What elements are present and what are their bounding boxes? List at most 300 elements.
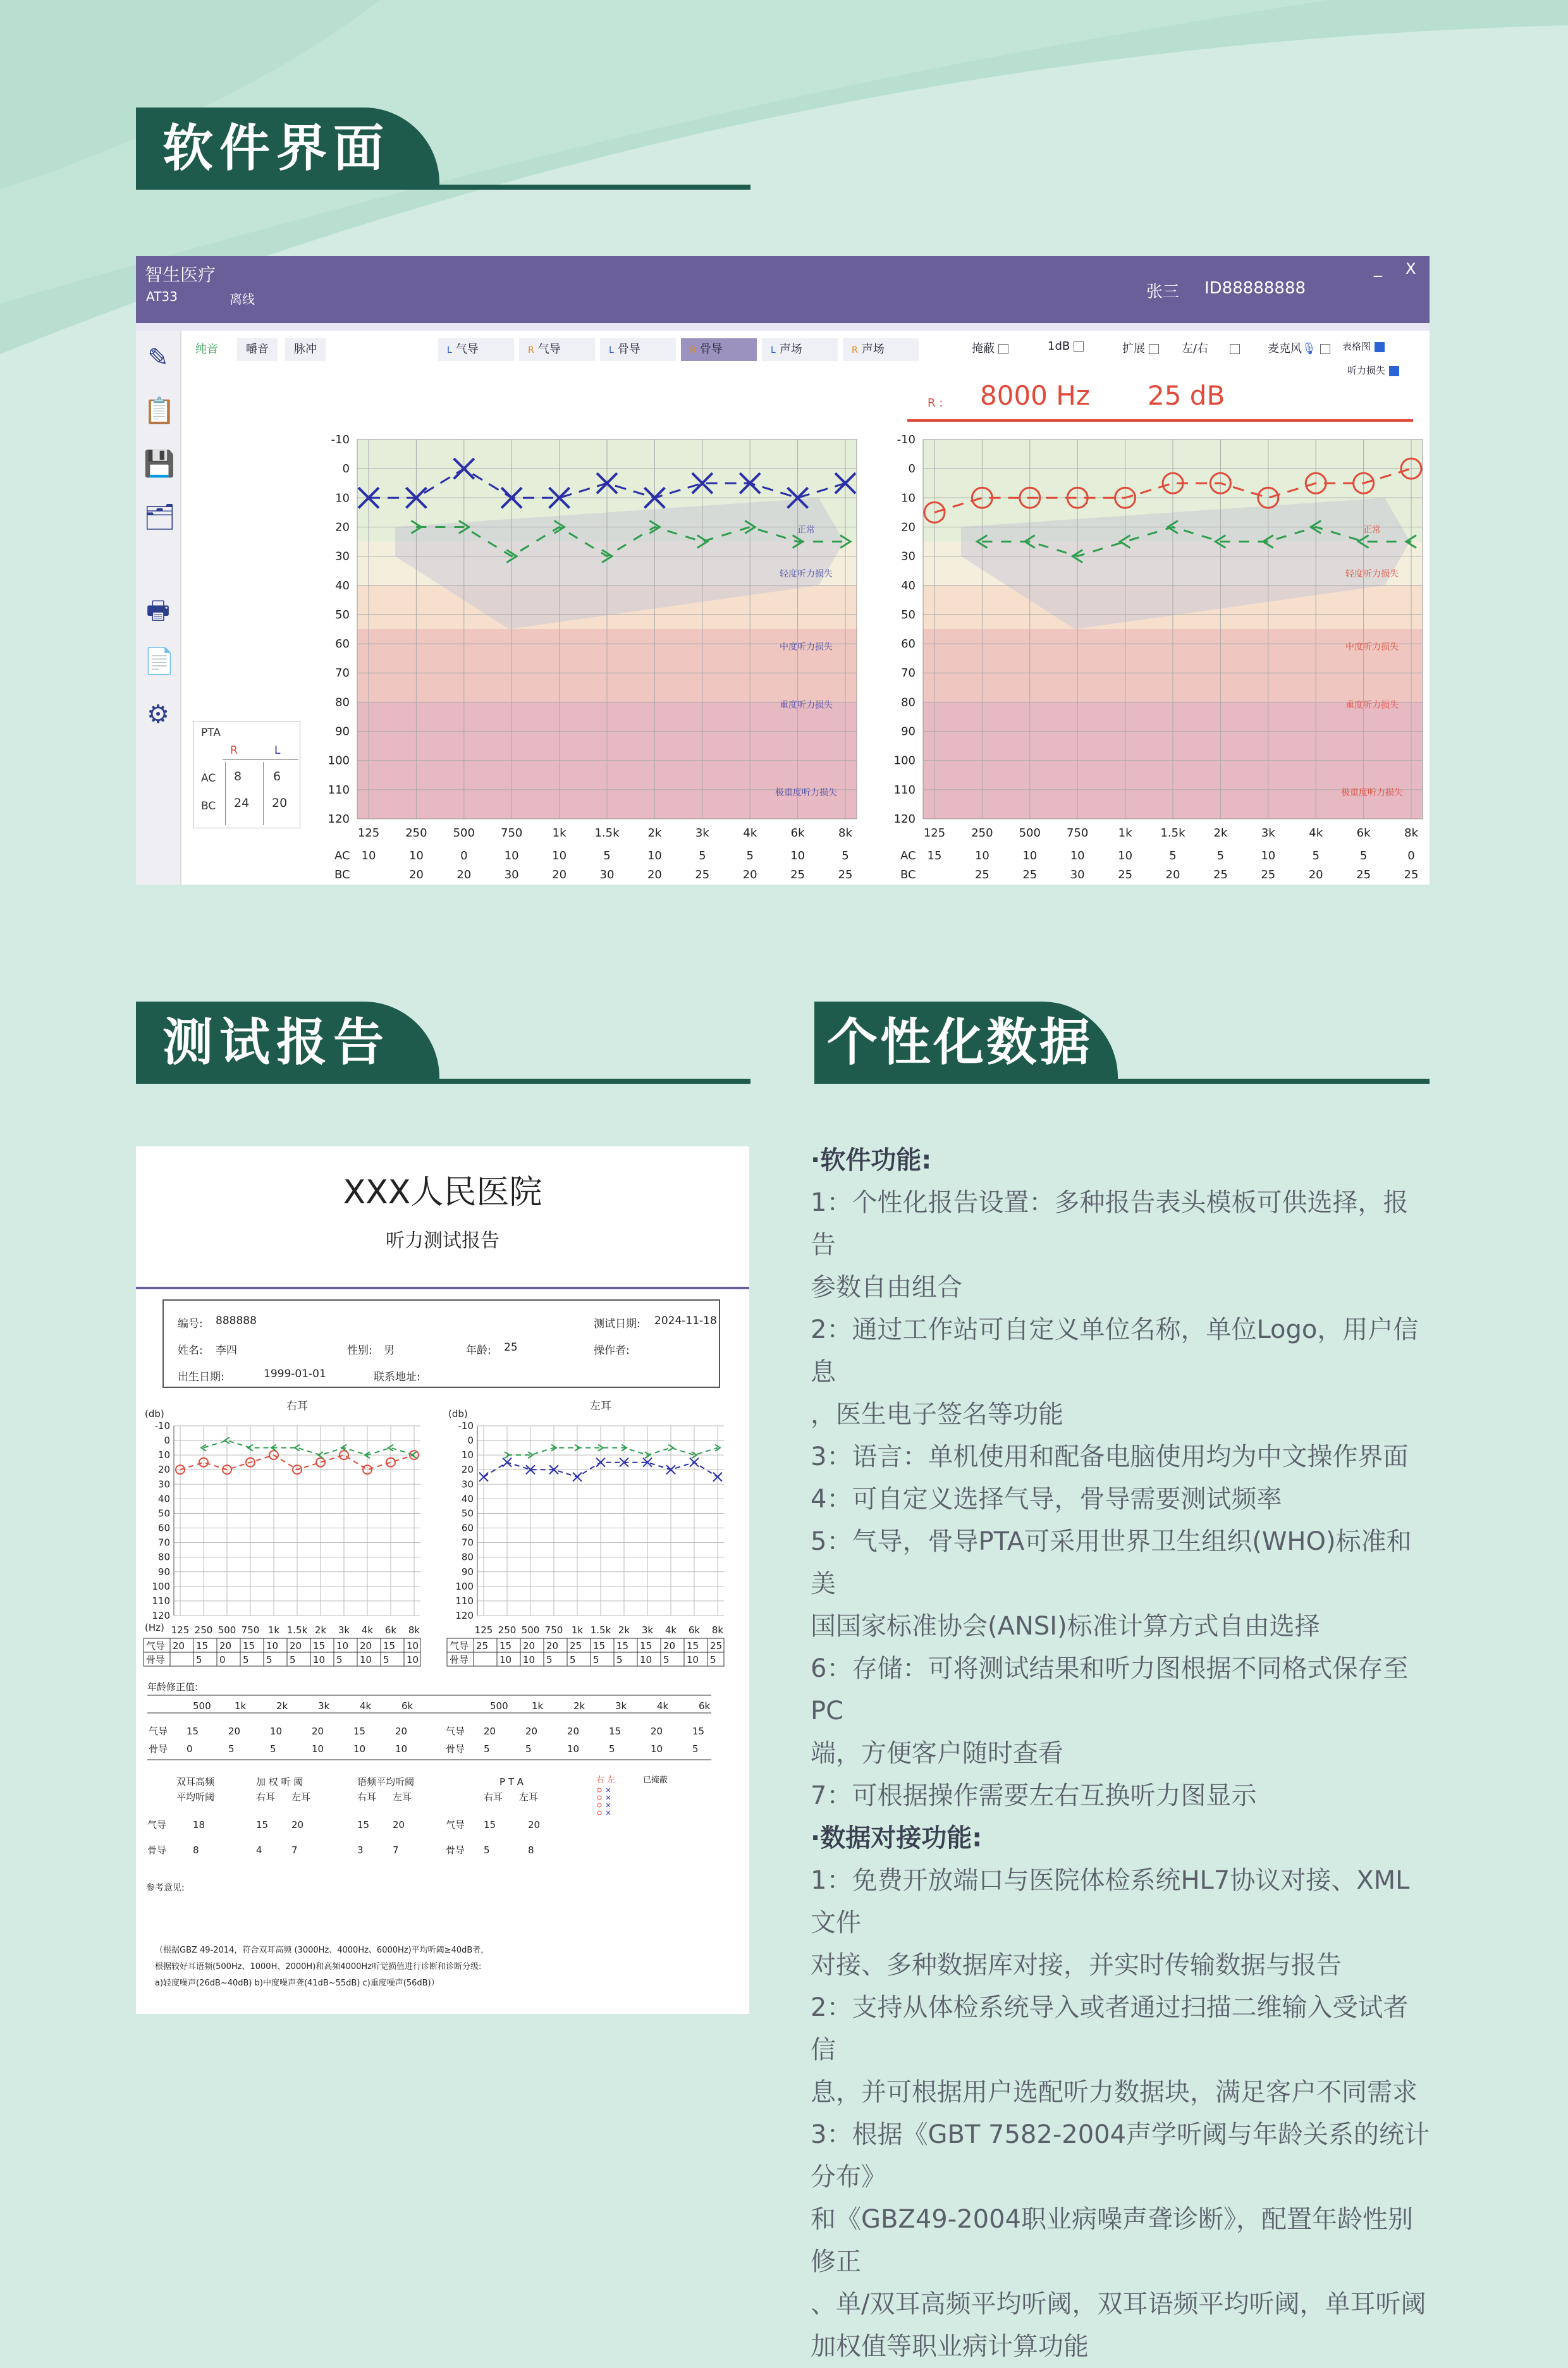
db-tick: 100 [893, 754, 916, 768]
summary-header: P T A [499, 1776, 524, 1788]
freq-tick: 8k [711, 1624, 724, 1636]
ac-value: 10 [1261, 849, 1276, 862]
ac-label: 气导 [446, 1819, 465, 1831]
report-icon[interactable]: 📄 [144, 647, 175, 676]
zone-label: 重度听力损失 [780, 700, 833, 711]
freq-tick: 250 [498, 1624, 517, 1636]
db-tick: 60 [461, 1522, 474, 1534]
bc-label: 骨导 [450, 1654, 469, 1666]
freq-tick: 3k [338, 1624, 350, 1636]
notes-line-2: 根据较好耳语频(500Hz、1000H、2000H)和高频4000Hz听觉损值进行诊断和诊断分级: [155, 1962, 482, 1972]
db-tick: 40 [901, 579, 916, 592]
bc-value: 25 [838, 868, 853, 881]
ac-value: 5 [746, 849, 754, 862]
bc-value: 5 [616, 1654, 623, 1666]
db-tick: 30 [461, 1478, 474, 1490]
db-tick: -10 [897, 433, 916, 446]
ac-value: 20 [290, 1640, 302, 1652]
app-title: 智生医疗 [145, 264, 216, 285]
ac-value: 10 [407, 1640, 419, 1652]
channel-label: 声场 [779, 343, 802, 356]
freq-tick: 500 [217, 1624, 236, 1636]
freq-tick: 125 [171, 1624, 190, 1636]
zone-label: 轻度听力损失 [780, 568, 833, 579]
db-tick: 30 [901, 549, 916, 563]
pta-bc-left: 20 [272, 796, 288, 810]
bc-value: 20 [408, 868, 424, 881]
lr-label: 左/右 [1182, 342, 1209, 355]
pta-r-header: R [230, 744, 238, 757]
db-tick: 100 [455, 1580, 474, 1592]
db-tick: 80 [901, 696, 916, 709]
feature-2b: ，医生电子签名等功能 [811, 1400, 1063, 1429]
bc-value: 10 [640, 1654, 652, 1666]
age-bc-value: 5 [484, 1743, 490, 1755]
ac-value: 20 [219, 1640, 232, 1652]
notes-label: 参考意见: [146, 1883, 185, 1893]
age-freq: 6k [699, 1700, 711, 1712]
summary-ac: 18 [193, 1819, 205, 1831]
bc-value: 20 [647, 868, 662, 881]
bc-label: 骨导 [446, 1844, 465, 1856]
summary-right: 右耳 [357, 1791, 377, 1803]
ac-value: 10 [1070, 849, 1085, 862]
bc-value: 25 [790, 868, 805, 881]
db-tick: 0 [164, 1435, 170, 1447]
pta-title: PTA [201, 727, 221, 739]
clipboard-icon[interactable]: 📋 [144, 396, 175, 426]
channel-ear-badge: L [609, 345, 614, 355]
section-title-report: 测试报告 [136, 1002, 439, 1084]
ac-label: 气导 [149, 1726, 168, 1737]
section-title-custom: 个性化数据 [814, 1002, 1118, 1084]
device-name: AT33 [146, 289, 178, 304]
db-tick: 60 [157, 1522, 170, 1534]
summary [147, 1775, 668, 1856]
bc-value: 20 [1165, 868, 1180, 881]
audiometer-window [136, 256, 1430, 885]
db-tick: 70 [157, 1537, 170, 1549]
db-tick: 0 [467, 1435, 474, 1447]
bc-value: 5 [710, 1654, 716, 1666]
age-freq: 2k [276, 1700, 288, 1712]
freq-tick: 1.5k [594, 826, 620, 840]
db-tick: 110 [328, 783, 350, 797]
delete-folder-icon[interactable]: 🗂 [144, 503, 176, 532]
bc-value: 25 [1118, 868, 1133, 881]
notes-line-3: a)轻度噪声(26dB~40dB) b)中度噪声聋(41dB~55dB) c)重度噪声(56dB)） [155, 1978, 439, 1988]
hospital-name: XXX人民医院 [343, 1174, 542, 1212]
age-ac-value: 20 [651, 1726, 663, 1737]
age-ac-value: 15 [609, 1726, 622, 1737]
chart-title: 左耳 [590, 1400, 611, 1413]
patient-id: ID88888888 [1204, 279, 1306, 298]
db-unit: (db) [145, 1408, 164, 1420]
summary-ac: 20 [393, 1819, 405, 1831]
readout-level: 25 dB [1148, 380, 1225, 411]
freq-tick: 1.5k [1160, 826, 1185, 840]
bc-value: 30 [599, 868, 615, 881]
freq-tick: 2k [618, 1624, 630, 1636]
freq-tick: 8k [838, 826, 852, 840]
age-bc-value: 10 [353, 1743, 366, 1755]
bc-value: 10 [407, 1654, 419, 1666]
freq-tick: 8k [1404, 826, 1418, 840]
ac-value: 25 [476, 1640, 489, 1652]
age-freq: 2k [573, 1700, 585, 1712]
name-label: 姓名: [178, 1344, 203, 1357]
summary-left: 左耳 [519, 1791, 539, 1803]
report-chart-left [447, 1400, 724, 1666]
ac-value: 10 [647, 849, 662, 862]
channel-label: 气导 [537, 343, 561, 356]
sex-label: 性别: [347, 1344, 372, 1357]
ac-label: 气导 [147, 1819, 167, 1831]
close-button[interactable]: X [1406, 260, 1416, 278]
channel-label: 气导 [455, 343, 479, 356]
bc-value: 5 [570, 1654, 576, 1666]
bc-line [204, 1440, 414, 1455]
freq-tick: 3k [641, 1624, 654, 1636]
summary-bc: 3 [357, 1844, 364, 1856]
legend-mask: 已掩蔽 [643, 1776, 668, 1785]
legend-symbol [606, 1811, 610, 1815]
edit-icon[interactable]: ✎ [147, 343, 169, 372]
freq-tick: 6k [688, 1624, 701, 1636]
ac-value: 5 [603, 849, 611, 862]
pta-ac-right: 8 [234, 770, 242, 783]
tab-label: 嚼音 [246, 343, 269, 356]
summary-bc: 8 [528, 1844, 534, 1856]
ac-row-label: AC [334, 849, 350, 862]
bc-value: 5 [663, 1654, 670, 1666]
db-tick: -10 [331, 433, 350, 446]
bc-line [507, 1448, 718, 1456]
age-title: 年龄修正值: [147, 1681, 199, 1693]
ac-value: 25 [570, 1640, 582, 1652]
ac-value: 15 [616, 1640, 629, 1652]
age-freq: 1k [235, 1700, 247, 1712]
legend-symbol [597, 1811, 601, 1815]
freq-tick: 500 [453, 826, 475, 840]
summary-left: 左耳 [291, 1791, 311, 1803]
legend-symbol [597, 1803, 601, 1807]
db-tick: 10 [901, 491, 916, 505]
bc-value: 25 [695, 868, 710, 881]
ac-value: 10 [408, 849, 424, 862]
data-feature-3c: 、单/双耳高频平均听阈，双耳语频平均听阈，单耳听阈 [811, 2290, 1426, 2319]
pta-l-header: L [274, 744, 281, 757]
freq-tick: 6k [790, 826, 805, 840]
channel-ear-badge: L [771, 345, 776, 355]
db-tick: 20 [461, 1464, 474, 1476]
db-tick: 120 [328, 813, 350, 826]
freq-tick: 4k [361, 1624, 374, 1636]
bc-value: 20 [742, 868, 757, 881]
age-bc-value: 5 [692, 1743, 699, 1755]
freq-tick: 250 [405, 826, 427, 840]
age-value: 25 [504, 1341, 518, 1354]
summary-ac: 20 [528, 1819, 541, 1831]
zone-label: 重度听力损失 [1345, 700, 1399, 711]
ac-value: 15 [640, 1640, 652, 1652]
ac-value: 10 [336, 1640, 349, 1652]
zone-label: 轻度听力损失 [1345, 568, 1399, 579]
feature-6: 6：存储：可将测试结果和听力图根据不同格式保存至PC [811, 1654, 1409, 1726]
age-freq: 1k [532, 1700, 544, 1712]
db-tick: 110 [893, 783, 916, 797]
ac-value: 10 [266, 1640, 279, 1652]
age-correction [147, 1681, 711, 1760]
db-tick: 80 [157, 1551, 170, 1563]
age-ac-value: 10 [270, 1726, 283, 1737]
ac-value: 15 [243, 1640, 255, 1652]
age-ac-value: 20 [525, 1726, 538, 1737]
summary-right: 右耳 [484, 1791, 503, 1803]
db-tick: 50 [157, 1507, 170, 1519]
freq-tick: 4k [743, 826, 757, 840]
ac-value: 5 [1359, 849, 1368, 862]
pta-bc-label: BC [201, 800, 216, 813]
summary-bc: 7 [393, 1844, 399, 1856]
freq-tick: 1k [267, 1624, 280, 1636]
loss-label: 听力损失 [1347, 365, 1386, 376]
db-tick: -10 [154, 1420, 170, 1432]
bc-value: 5 [243, 1654, 249, 1666]
settings-icon[interactable]: ⚙ [147, 700, 169, 729]
software-features-heading: ·软件功能: [811, 1146, 932, 1175]
freq-tick: 1.5k [286, 1624, 308, 1636]
address-label: 联系地址: [374, 1371, 420, 1383]
db-tick: 0 [908, 462, 916, 476]
db-tick: 80 [335, 696, 350, 709]
db-tick: 110 [152, 1595, 170, 1607]
freq-tick: 2k [1213, 826, 1228, 840]
bc-value: 10 [687, 1654, 699, 1666]
legend-symbol [597, 1788, 601, 1792]
bc-value: 5 [290, 1654, 296, 1666]
freq-tick: 500 [1019, 826, 1041, 840]
freq-tick: 3k [1261, 826, 1275, 840]
zone-label: 极重度听力损失 [775, 788, 837, 799]
age-ac-value: 20 [484, 1726, 496, 1737]
db-tick: 80 [461, 1551, 474, 1563]
tab-label: 脉冲 [294, 343, 317, 356]
feature-1b: 参数自由组合 [811, 1273, 962, 1302]
bc-value: 5 [336, 1654, 343, 1666]
db-tick: 120 [455, 1610, 474, 1621]
ac-value: 10 [1118, 849, 1133, 862]
minimize-button[interactable]: _ [1374, 259, 1382, 278]
ac-label: 气导 [146, 1640, 166, 1652]
summary-header: 加 权 听 阈 [256, 1776, 303, 1788]
data-feature-2: 2：支持从体检系统导入或者通过扫描二维输入受试者信 [811, 1993, 1409, 2064]
step-label: 1dB [1048, 340, 1070, 353]
freq-tick: 3k [695, 826, 709, 840]
summary-header: 双耳高频 [176, 1776, 215, 1788]
bc-value: 5 [546, 1654, 553, 1666]
age-ac-value: 15 [692, 1726, 705, 1737]
ac-value: 15 [593, 1640, 606, 1652]
bc-value: 25 [1404, 868, 1419, 881]
save-icon[interactable]: 💾 [144, 450, 175, 479]
bc-value: 20 [552, 868, 567, 881]
channel-label: 骨导 [699, 343, 723, 356]
db-tick: 10 [335, 491, 350, 505]
legend-symbol [606, 1796, 610, 1800]
mic-label: 麦克风 [1268, 342, 1302, 355]
birth-label: 出生日期: [178, 1371, 224, 1383]
freq-tick: 1.5k [590, 1624, 611, 1636]
age-bc-value: 10 [395, 1743, 408, 1755]
ac-value: 20 [546, 1640, 559, 1652]
ac-value: 5 [1312, 849, 1320, 862]
age-ac-value: 20 [312, 1726, 324, 1737]
ac-value: 15 [927, 849, 942, 862]
bc-label: 骨导 [146, 1654, 166, 1666]
notes-line-1: （根据GBZ 49-2014，符合双耳高频 (3000Hz、4000Hz、6000Hz)平均听阈≥40dB者， [155, 1946, 489, 1955]
bc-value: 5 [383, 1654, 389, 1666]
age-freq: 3k [318, 1700, 330, 1712]
no-label: 编号: [178, 1318, 203, 1330]
sex-value: 男 [384, 1344, 395, 1357]
db-tick: 70 [335, 666, 350, 680]
age-bc-value: 10 [567, 1743, 580, 1755]
db-tick: 40 [157, 1493, 170, 1505]
age-ac-value: 15 [187, 1726, 199, 1737]
summary-ac: 15 [484, 1819, 496, 1831]
ac-value: 0 [460, 849, 468, 862]
bc-value: 30 [1070, 868, 1085, 881]
age-bc-value: 0 [187, 1743, 193, 1755]
age-bc-value: 5 [228, 1743, 235, 1755]
date-label: 测试日期: [594, 1318, 640, 1330]
zone-label: 中度听力损失 [780, 642, 833, 653]
section-header-custom [814, 1002, 1430, 1084]
summary-left: 左耳 [393, 1791, 412, 1803]
freq-tick: 250 [971, 826, 993, 840]
section-header-software [136, 107, 750, 190]
db-tick: 50 [901, 608, 916, 622]
data-feature-3b: 和《GBZ49-2004职业病噪声聋诊断》，配置年龄性别修正 [811, 2205, 1413, 2276]
legend-label: 表格图 [1342, 341, 1371, 352]
report-subtitle: 听力测试报告 [386, 1230, 499, 1252]
freq-tick: 6k [384, 1624, 397, 1636]
age-bc-value: 10 [312, 1743, 324, 1755]
report-audiograms [136, 1146, 749, 2014]
freq-tick: 2k [314, 1624, 327, 1636]
connection-status: 离线 [230, 291, 255, 307]
bc-value: 20 [456, 868, 472, 881]
age-freq: 6k [401, 1700, 413, 1712]
readout-ear: R : [928, 396, 943, 410]
ac-value: 10 [552, 849, 567, 862]
freq-tick: 750 [1067, 826, 1089, 840]
audiogram-left [328, 433, 857, 881]
freq-tick: 250 [194, 1624, 213, 1636]
bc-value: 5 [593, 1654, 599, 1666]
db-tick: -10 [458, 1420, 474, 1432]
bc-value: 25 [1213, 868, 1228, 881]
zone-label: 正常 [797, 525, 815, 536]
channel-ear-badge: R [528, 345, 534, 355]
ac-label: 气导 [450, 1640, 469, 1652]
legend-symbol [606, 1803, 610, 1807]
age-bc-value: 5 [270, 1743, 276, 1755]
ac-value: 20 [360, 1640, 372, 1652]
channel-ear-badge: L [447, 345, 452, 355]
freq-tick: 125 [474, 1624, 493, 1636]
channel-ear-badge: R [852, 345, 858, 355]
bc-value: 25 [1022, 868, 1038, 881]
bc-row-label: BC [334, 868, 350, 881]
bc-value: 5 [196, 1654, 202, 1666]
audiogram-right [894, 433, 1423, 881]
legend-symbol [606, 1788, 610, 1792]
print-icon[interactable]: 🖶 [146, 596, 170, 625]
freq-tick: 500 [521, 1624, 540, 1636]
db-tick: 120 [152, 1610, 170, 1621]
bc-label: 骨导 [147, 1844, 167, 1856]
db-tick: 20 [157, 1464, 170, 1476]
db-tick: 40 [461, 1493, 474, 1505]
bc-value: 10 [499, 1654, 512, 1666]
db-tick: 90 [461, 1566, 474, 1578]
age-freq: 3k [615, 1700, 627, 1712]
bc-value: 10 [523, 1654, 536, 1666]
mask-label: 掩蔽 [972, 342, 995, 355]
feature-5b: 国国家标准协会(ANSI)标准计算方式自由选择 [811, 1612, 1320, 1641]
ac-row-label: AC [900, 849, 916, 862]
bc-label: 骨导 [446, 1743, 465, 1755]
summary-bc: 7 [291, 1844, 298, 1856]
freq-tick: 125 [357, 826, 380, 840]
db-tick: 120 [893, 813, 916, 826]
bc-value: 25 [1261, 868, 1276, 881]
no-value: 888888 [216, 1315, 257, 1327]
age-ac-value: 15 [353, 1726, 366, 1737]
age-freq: 500 [193, 1700, 211, 1712]
bc-value: 10 [313, 1654, 326, 1666]
freq-tick: 1k [571, 1624, 584, 1636]
db-tick: 90 [335, 725, 350, 739]
ac-value: 20 [663, 1640, 676, 1652]
ac-value: 15 [499, 1640, 512, 1652]
summary-bc: 5 [484, 1844, 490, 1856]
freq-tick: 2k [647, 826, 662, 840]
bc-value: 30 [504, 868, 519, 881]
ac-value: 10 [790, 849, 805, 862]
bc-value: 10 [360, 1654, 372, 1666]
db-tick: 70 [461, 1537, 474, 1549]
freq-tick: 750 [544, 1624, 563, 1636]
db-tick: 10 [461, 1449, 474, 1461]
age-label: 年龄: [466, 1344, 491, 1357]
data-feature-2b: 息，并可根据用户选配听力数据块，满足客户不同需求 [811, 2078, 1418, 2107]
bc-value: 0 [219, 1654, 226, 1666]
summary-header: 平均听阈 [176, 1791, 215, 1803]
feature-5: 5：气导，骨导PTA可采用世界卫生组织(WHO)标准和美 [811, 1527, 1412, 1598]
ac-value: 0 [1407, 849, 1415, 862]
db-tick: 30 [157, 1478, 170, 1490]
name-value: 李四 [216, 1344, 237, 1357]
ac-label: 气导 [446, 1726, 465, 1737]
ac-value: 5 [842, 849, 849, 862]
report-chart-right [144, 1400, 420, 1666]
age-ac-value: 20 [567, 1726, 580, 1737]
ac-value: 10 [504, 849, 519, 862]
feature-2: 2：通过工作站可自定义单位名称，单位Logo，用户信息 [811, 1315, 1419, 1387]
